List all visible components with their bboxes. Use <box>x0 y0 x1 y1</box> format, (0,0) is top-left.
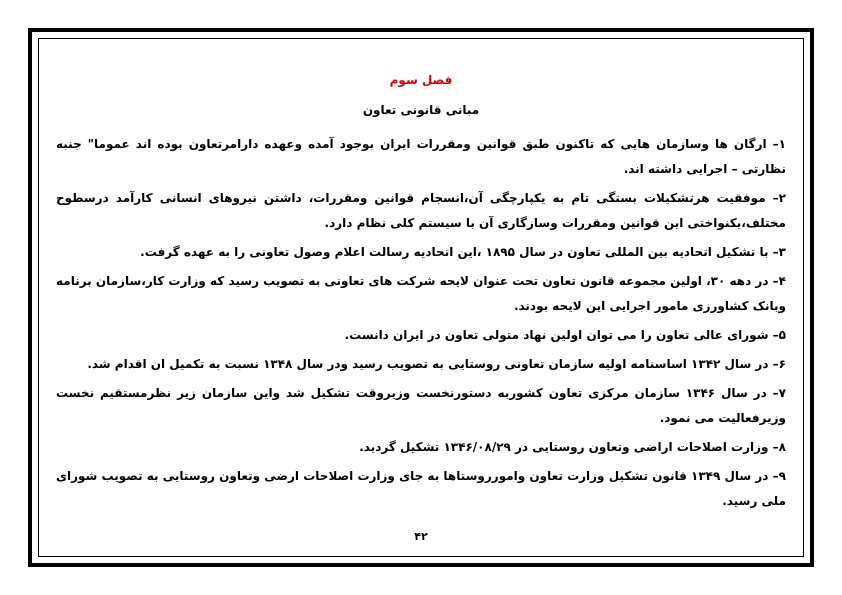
paragraph-6: ۶– در سال ۱۳۴۲ اساسنامه اولیه سازمان تعاونی روستایی به تصویب رسید ودر سال ۱۳۴۸ نسبت به تکمیل ان اقدام شد. <box>87 357 786 371</box>
paragraph-4: ۴– در دهه ۳۰، اولین مجموعه قانون تعاون تحت عنوان لایحه شرکت های تعاونی به تصویب رسید که وزارت کار،سازمان برنامه وبانک کشاورزی مامور اجرایی این لایحه بودند. <box>56 274 786 313</box>
page-number: ۴۲ <box>414 530 428 543</box>
chapter-title: فصل سوم <box>389 73 453 87</box>
paragraph-8: ۸– وزارت اصلاحات اراضی وتعاون روستایی در ۱۳۴۶/۰۸/۲۹ تشکیل گردید. <box>359 440 786 454</box>
paragraph-5: ۵– شورای عالی تعاون را می توان اولین نهاد متولی تعاون در ایران دانست. <box>344 328 786 342</box>
section-subtitle: مبانی قانونی تعاون <box>362 103 480 117</box>
paragraph-7: ۷– در سال ۱۳۴۶ سازمان مرکزی تعاون کشوربه دستورنخست وزیروقت تشکیل شد واین سازمان زیر نظرمستقیم نخست وزیرفعالیت می نمود. <box>56 386 786 425</box>
paragraph-2: ۲– موفقیت هرتشکیلات بستگی تام به یکپارچگی آن،انسجام قوانین ومقررات، داشتن نیروهای انسانی کارآمد درسطوح مختلف،یکنواختی این قوانین ومقررات وسازگاری آن با سیستم کلی نظام دارد. <box>56 191 786 230</box>
document-body <box>56 68 786 518</box>
paragraph-9: ۹– در سال ۱۳۴۹ قانون تشکیل وزارت تعاون وامورروستاها به جای وزارت اصلاحات ارضی وتعاون روستایی به تصویب شورای ملی رسید. <box>56 469 786 508</box>
paragraph-1: ۱– ارگان ها وسازمان هایی که تاکنون طبق قوانین ومقررات ایران بوجود آمده وعهده دارامرتعاون بوده اند عموما" جنبه نظارتی – اجرایی داشته اند. <box>56 137 786 176</box>
paragraph-3: ۳– با تشکیل اتحادیه بین المللی تعاون در سال ۱۸۹۵ ،این اتحادیه رسالت اعلام وصول تعاونی را به عهده گرفت. <box>140 245 786 259</box>
